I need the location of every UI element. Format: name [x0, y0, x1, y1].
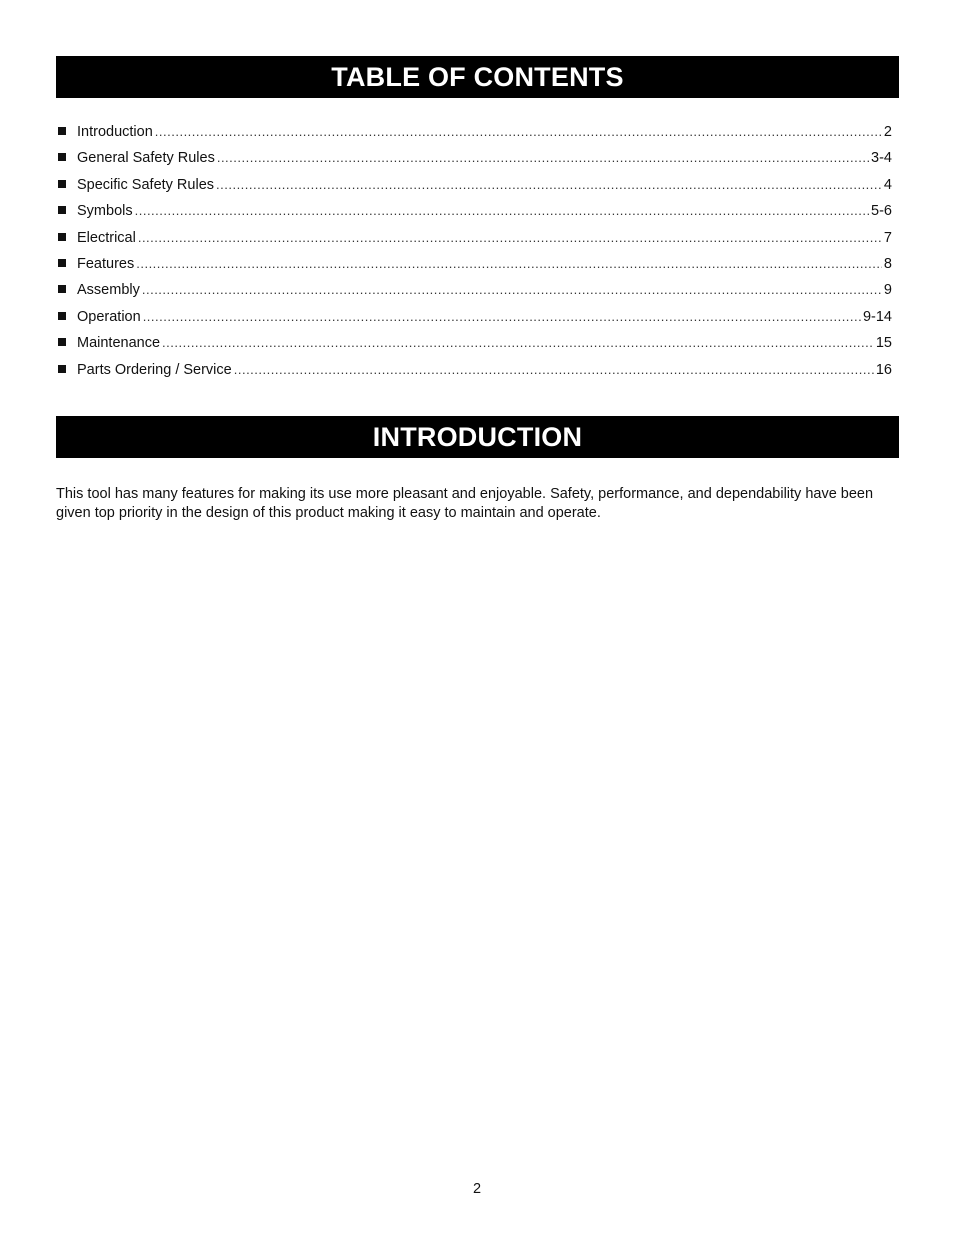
toc-item-label: Introduction [77, 124, 153, 140]
toc-item-page: 2 [883, 124, 892, 140]
toc-item-label: Parts Ordering / Service [77, 361, 232, 378]
toc-item-electrical[interactable] [56, 227, 892, 253]
toc-item-parts-ordering-service[interactable] [56, 359, 892, 385]
toc-item-page: 4 [883, 176, 892, 193]
toc-item-features[interactable] [56, 253, 892, 279]
square-bullet-icon [58, 153, 66, 161]
square-bullet-icon [58, 338, 66, 346]
toc-item-operation[interactable] [56, 306, 892, 332]
toc-item-specific-safety-rules[interactable] [56, 174, 892, 200]
dot-leader [162, 332, 874, 354]
dot-leader [216, 174, 882, 196]
toc-heading: TABLE OF CONTENTS [56, 56, 899, 98]
toc-item-page: 5-6 [871, 203, 892, 220]
dot-leader [142, 279, 882, 301]
toc-item-page: 3-4 [871, 150, 892, 167]
toc-item-page: 8 [883, 255, 892, 272]
table-of-contents [56, 121, 892, 385]
toc-item-page: 16 [875, 361, 892, 378]
page-number: 2 [472, 1181, 482, 1197]
toc-item-page: 9-14 [862, 308, 892, 325]
square-bullet-icon [58, 365, 66, 373]
dot-leader [143, 306, 861, 328]
toc-item-assembly[interactable] [56, 279, 892, 305]
dot-leader [155, 121, 882, 143]
toc-item-page: 7 [883, 229, 892, 246]
toc-item-label: Symbols [77, 203, 133, 220]
square-bullet-icon [58, 312, 66, 320]
dot-leader [138, 227, 882, 249]
introduction-body: This tool has many features for making its use more pleasant and enjoyable. Safety, performance, and dependability have been given top priority in the design of this product making it easy to maintain and operate. [56, 486, 874, 521]
toc-item-general-safety-rules[interactable] [56, 147, 892, 173]
toc-item-label: Electrical [77, 229, 136, 246]
dot-leader [136, 253, 882, 275]
toc-item-label: Specific Safety Rules [77, 176, 215, 193]
dot-leader [217, 147, 869, 169]
introduction-heading: INTRODUCTION [56, 416, 899, 458]
toc-item-page: 9 [883, 282, 892, 299]
square-bullet-icon [58, 180, 66, 188]
dot-leader [234, 359, 874, 381]
square-bullet-icon [58, 206, 66, 214]
toc-item-label: Operation [77, 308, 141, 325]
square-bullet-icon [58, 259, 66, 267]
square-bullet-icon [58, 233, 66, 241]
toc-item-label: Assembly [77, 282, 140, 299]
toc-item-label: General Safety Rules [77, 150, 215, 167]
toc-item-symbols[interactable] [56, 200, 892, 226]
toc-item-page: 15 [875, 335, 892, 352]
toc-item-introduction[interactable] [56, 121, 892, 147]
square-bullet-icon [58, 127, 66, 135]
toc-item-label: Maintenance [77, 335, 161, 352]
toc-item-maintenance[interactable] [56, 332, 892, 358]
dot-leader [135, 200, 869, 222]
square-bullet-icon [58, 285, 66, 293]
toc-item-label: Features [77, 255, 135, 272]
